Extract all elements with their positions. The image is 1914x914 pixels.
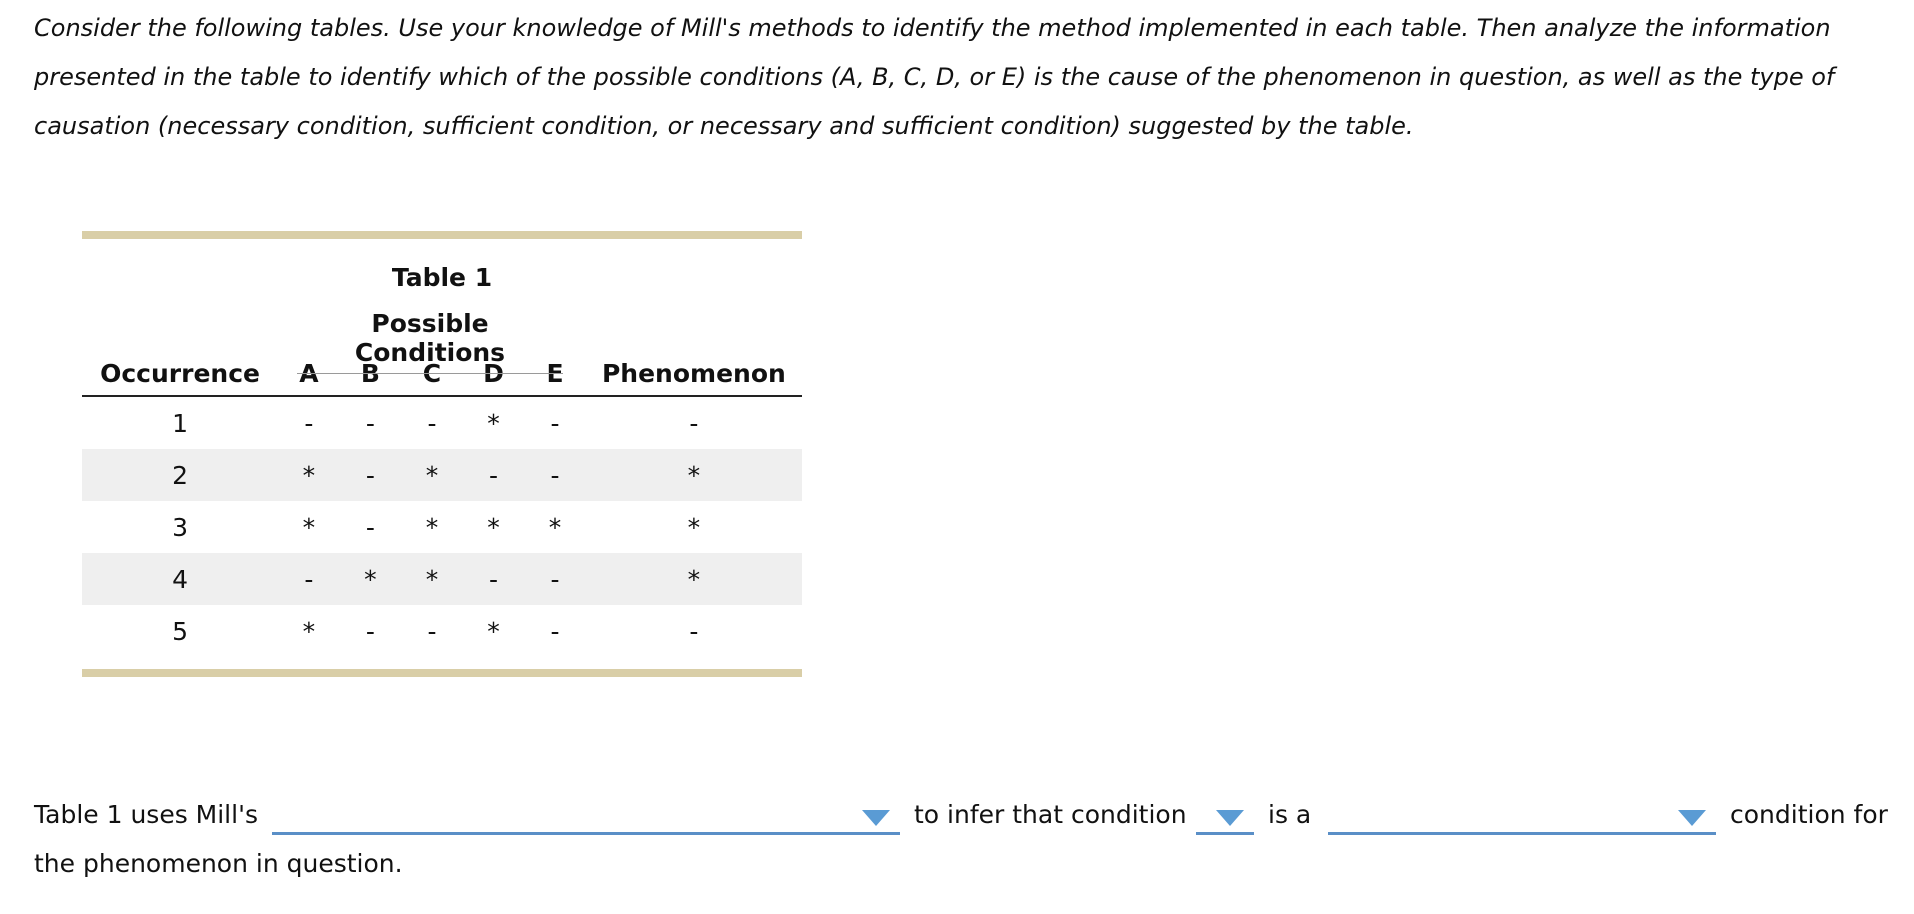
conditions-table [82, 351, 802, 657]
condition-cell: * [278, 449, 340, 501]
condition-cell: - [304, 408, 314, 438]
condition-cell: - [365, 512, 375, 542]
condition-cell: * [425, 512, 439, 542]
answer-text-part2: to infer that condition [914, 800, 1187, 829]
method-dropdown[interactable] [272, 798, 900, 835]
condition-a-header: A [278, 351, 340, 396]
condition-cell: * [401, 553, 463, 605]
condition-cell: - [365, 616, 375, 646]
condition-cell: * [302, 616, 316, 646]
group-header-row [82, 301, 802, 367]
occurrence-cell: 1 [172, 408, 189, 438]
phenomenon-cell: * [586, 449, 802, 501]
table-title: Table 1 [391, 263, 493, 292]
condition-e-header: E [524, 351, 586, 396]
occurrence-cell: 4 [82, 553, 278, 605]
answer-sentence [34, 790, 1888, 888]
table-top-bar [82, 231, 802, 239]
condition-cell: - [524, 449, 586, 501]
answer-text-part5: the phenomenon in question. [34, 849, 403, 878]
condition-cell: - [550, 616, 560, 646]
condition-cell: - [340, 449, 402, 501]
table-row [82, 501, 802, 553]
table-row [82, 396, 802, 449]
condition-c-header: C [401, 351, 463, 396]
condition-cell: - [427, 408, 437, 438]
condition-cell: - [365, 408, 375, 438]
answer-text-part4: condition for [1730, 800, 1888, 829]
phenomenon-cell: * [586, 553, 802, 605]
condition-cell: - [278, 553, 340, 605]
condition-cell: - [427, 616, 437, 646]
instructions-text: Consider the following tables. Use your knowledge of Mill's methods to identify the method implemented in each table. Then analyze the information presented in the table to identify which of the possible conditions (A, B, C, D, or E) is the cause of the phenomenon in question, as well as the type of causation (necessary condition, sufficient condition, or necessary and sufficient condition) suggested by the table. [34, 14, 1835, 140]
occurrence-header: Occurrence [82, 351, 278, 396]
answer-text-part1: Table 1 uses Mill's [34, 800, 258, 829]
condition-cell: - [463, 449, 525, 501]
condition-cell: * [548, 512, 562, 542]
table-row [82, 553, 802, 605]
condition-cell: - [550, 408, 560, 438]
occurrence-cell: 3 [172, 512, 189, 542]
condition-cell: * [487, 408, 500, 438]
table-row [82, 449, 802, 501]
phenomenon-header: Phenomenon [586, 351, 802, 396]
condition-b-header: B [340, 351, 402, 396]
condition-cell: * [302, 512, 316, 542]
chevron-down-icon [1216, 810, 1244, 826]
condition-cell: - [524, 553, 586, 605]
condition-cell: * [487, 616, 500, 646]
table-bottom-bar [82, 669, 802, 677]
chevron-down-icon [1678, 810, 1706, 826]
condition-cell: * [340, 553, 402, 605]
possible-conditions-header: Possible Conditions [297, 309, 563, 374]
phenomenon-cell: * [687, 512, 701, 542]
occurrence-cell: 5 [172, 616, 189, 646]
answer-text-part3: is a [1268, 800, 1312, 829]
chevron-down-icon [862, 810, 890, 826]
table-row [82, 605, 802, 657]
phenomenon-cell: - [689, 616, 699, 646]
condition-cell: * [487, 512, 500, 542]
causation-type-dropdown[interactable] [1328, 798, 1716, 835]
condition-dropdown[interactable] [1196, 798, 1254, 835]
phenomenon-cell: - [689, 408, 699, 438]
condition-cell: - [463, 553, 525, 605]
condition-d-header: D [463, 351, 525, 396]
occurrence-cell: 2 [82, 449, 278, 501]
table-1-container [82, 231, 802, 677]
condition-cell: * [401, 449, 463, 501]
